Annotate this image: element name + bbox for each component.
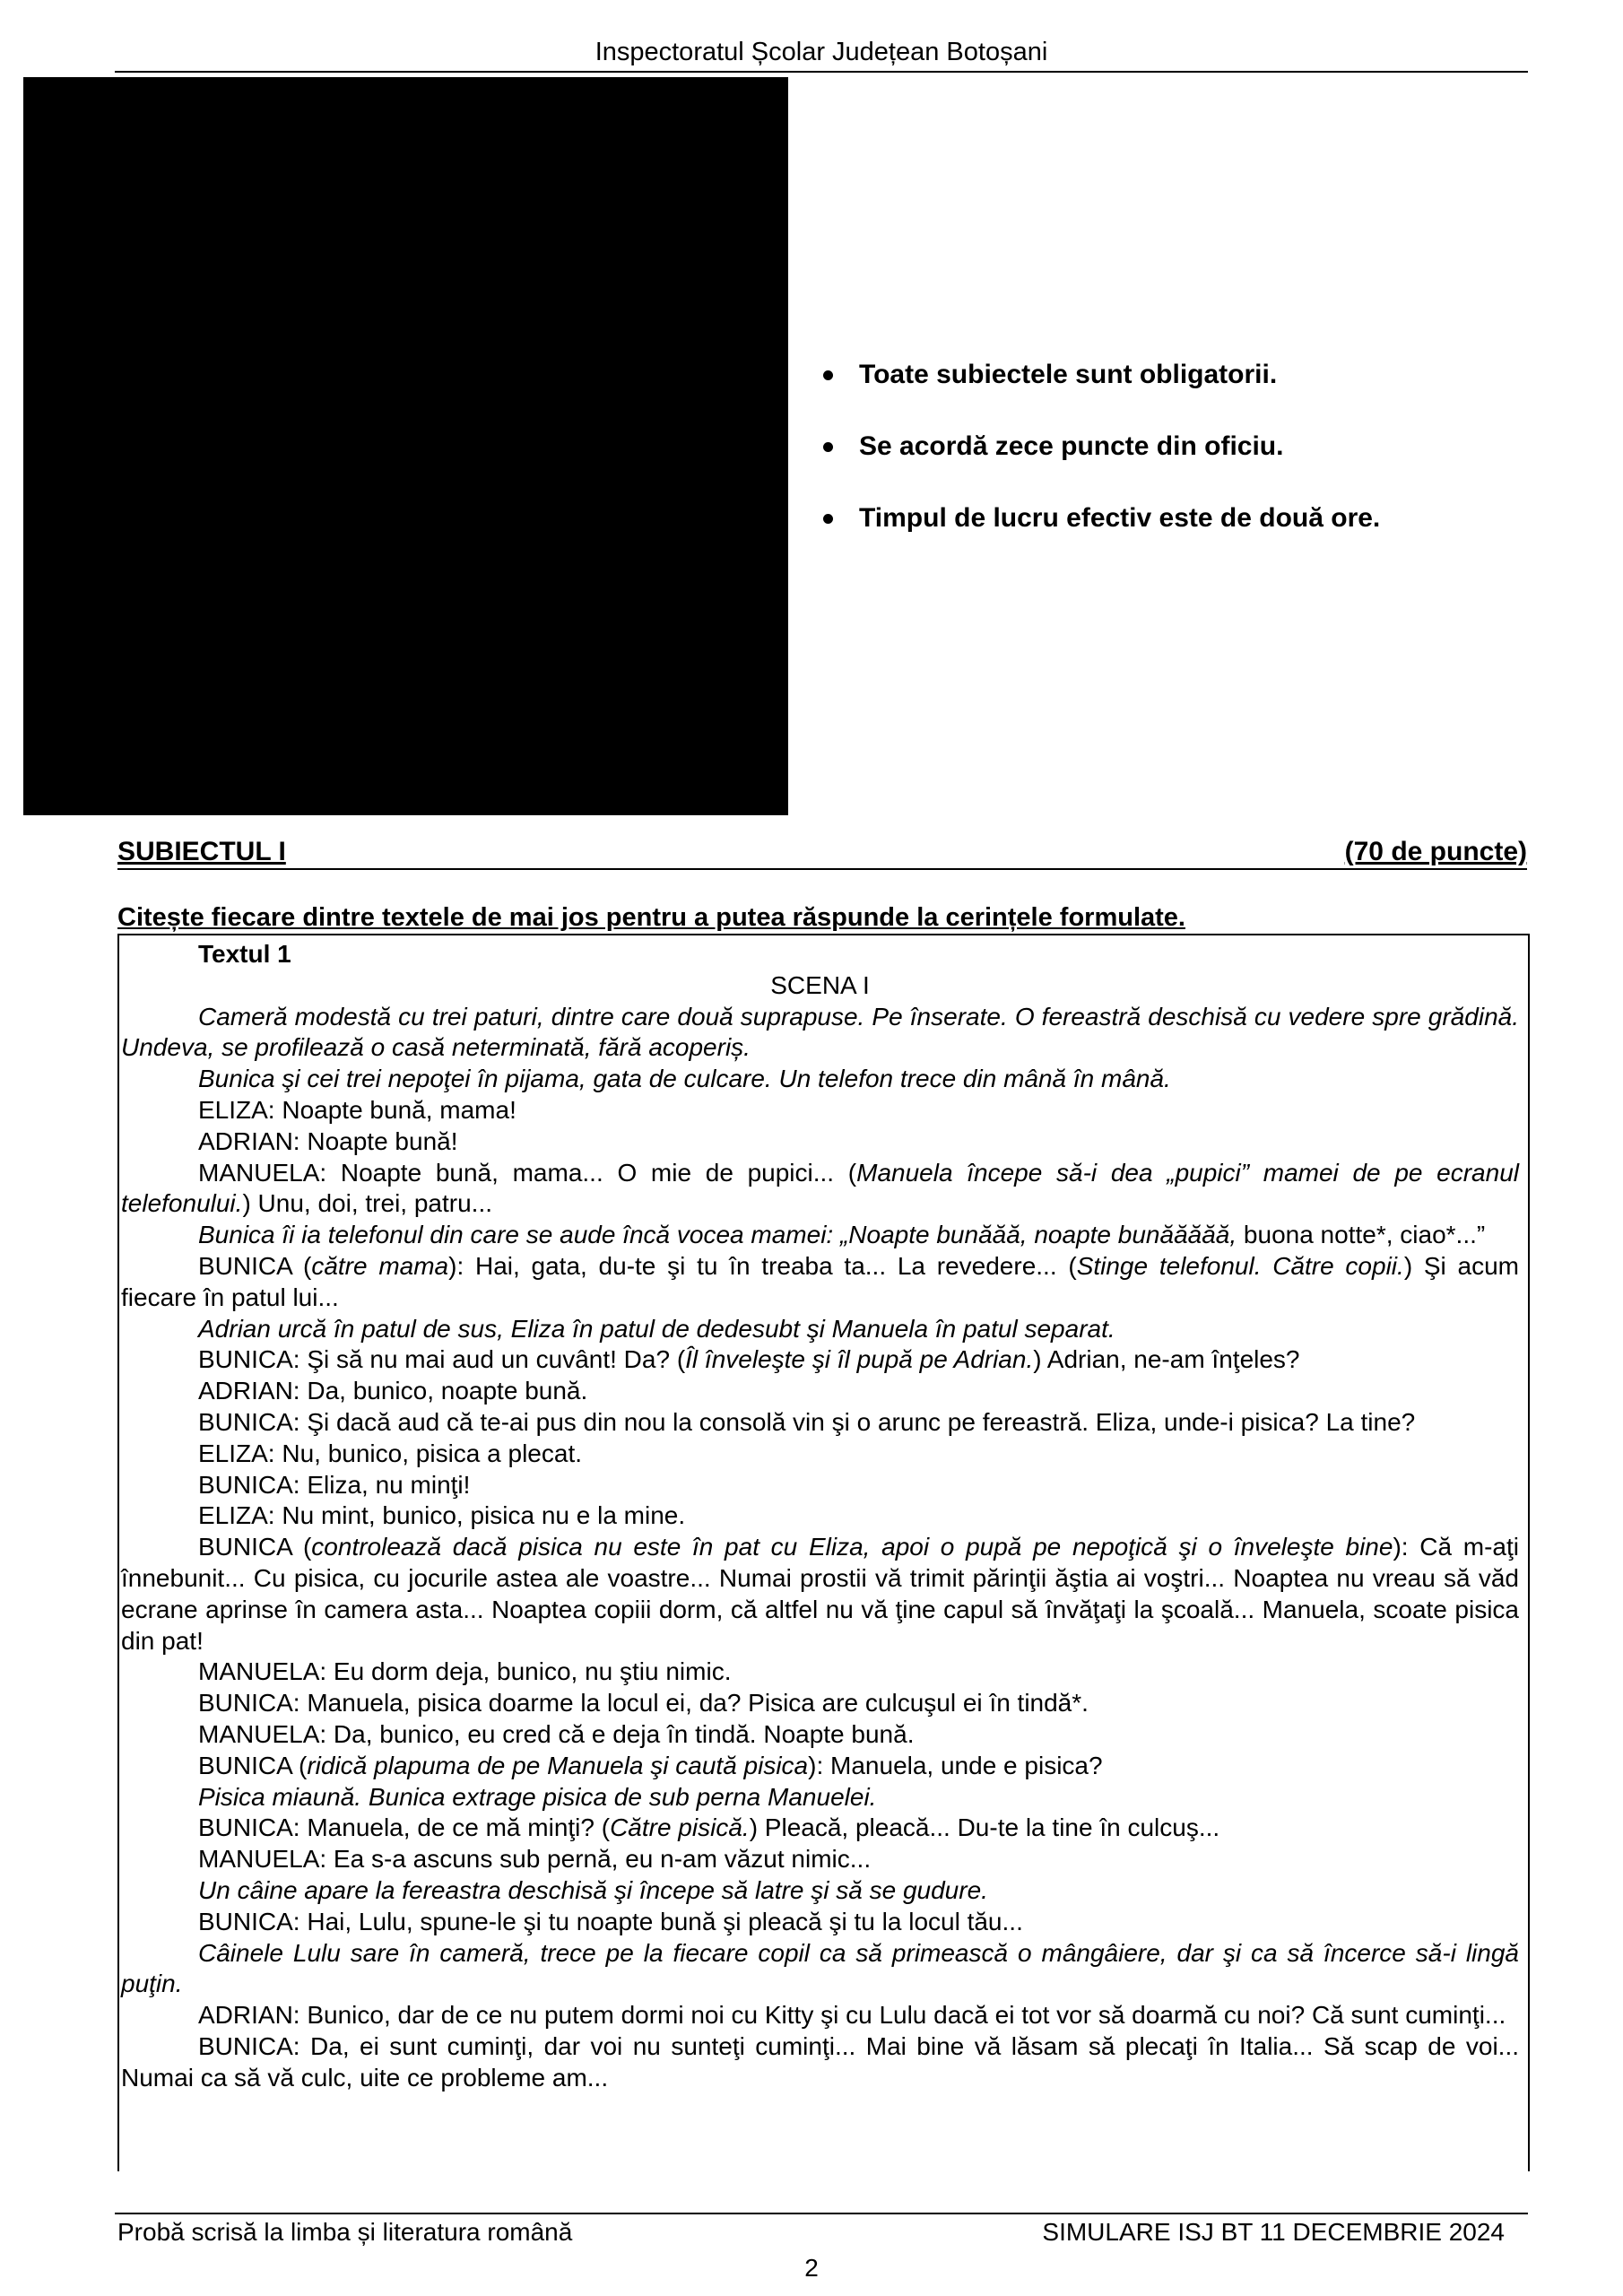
dialogue-line: BUNICA: Da, ei sunt cuminţi, dar voi nu sunteţi cuminţi... Mai bine vă lăsam să plecaţi în Italia... Să scap de voi... Numai ca să vă culc, uite ce probleme am... [121, 2031, 1519, 2092]
dialogue-line: ELIZA: Nu, bunico, pisica a plecat. [198, 1439, 582, 1467]
footer-rule [115, 2213, 1528, 2214]
inline-stage-direction: către mama [311, 1251, 449, 1280]
inline-stage-direction: ridică plapuma de pe Manuela şi caută pisica [307, 1751, 809, 1779]
stage-direction: Un câine apare la fereastra deschisă şi începe să latre şi să se gudure. [198, 1875, 988, 1904]
subject-label: SUBIECTUL I [117, 837, 286, 866]
dialogue-text: BUNICA: Şi să nu mai aud un cuvânt! Da? ( [198, 1345, 686, 1374]
stage-direction: Pisica miaună. Bunica extrage pisica de sub perna Manuelei. [198, 1782, 877, 1811]
dialogue-line [121, 1813, 1519, 1844]
dialogue-line: BUNICA: Hai, Lulu, spune-le şi tu noapte bună şi pleacă şi tu la locul tău... [198, 1907, 1023, 1935]
inline-stage-direction: Stinge telefonul. Către copii. [1076, 1251, 1404, 1280]
stage-direction [121, 1220, 1519, 1251]
dialogue-line: ELIZA: Noapte bună, mama! [198, 1095, 516, 1124]
dialogue-text: BUNICA: Manuela, de ce mă minţi? ( [198, 1813, 611, 1842]
stage-direction: Cameră modestă cu trei paturi, dintre care două suprapuse. Pe înserate. O fereastră deschisă cu vedere spre grădină. Undeva, se profilează o casă neterminată, fără acoperiș. [121, 1002, 1519, 1062]
header-rule [115, 71, 1528, 73]
dialogue-text: MANUELA: Noapte bună, mama... O mie de pupici... ( [198, 1158, 857, 1187]
dialogue-text: ) Pleacă, pleacă... Du-te la tine în culcuş... [749, 1813, 1220, 1842]
page-header: Inspectoratul Școlar Județean Botoșani [595, 38, 1048, 66]
dialogue-line: ADRIAN: Bunico, dar de ce nu putem dormi noi cu Kitty şi cu Lulu dacă ei tot vor să doarmă cu noi? Că sunt cuminţi... [198, 2001, 1506, 2030]
instruction-item: Timpul de lucru efectiv este de două ore. [823, 502, 1380, 535]
inline-stage-direction: Bunica îi ia telefonul din care se aude încă vocea mamei: „Noapte bunăăă, noapte bunăăăăă, [198, 1221, 1237, 1249]
dialogue-line: ADRIAN: Da, bunico, noapte bună. [198, 1377, 588, 1405]
dialogue-line: BUNICA: Şi dacă aud că te-ai pus din nou la consolă vin şi o arunc pe fereastră. Eliza, unde-i pisica? La tine? [198, 1407, 1416, 1436]
stage-direction: Bunica şi cei trei nepoţei în pijama, gata de culcare. Un telefon trece din mână în mână. [198, 1065, 1171, 1093]
dialogue-line [121, 1344, 1519, 1376]
dialogue-line: MANUELA: Ea s-a ascuns sub pernă, eu n-am văzut nimic... [198, 1845, 872, 1874]
footer-exam-name: Probă scrisă la limba și literatura română [117, 2218, 573, 2246]
dialogue-line: BUNICA: Manuela, pisica doarme la locul ei, da? Pisica are culcuşul ei în tindă*. [198, 1689, 1089, 1718]
page-number: 2 [804, 2254, 819, 2282]
inline-stage-direction: Către pisică. [610, 1813, 750, 1842]
dialogue-text: ): Manuela, unde e pisica? [808, 1751, 1103, 1779]
redacted-block [23, 77, 788, 815]
stage-direction: Câinele Lulu sare în cameră, trece pe la fiecare copil ca să primească o mângâiere, dar şi ca să încerce să-i lingă puţin. [121, 1938, 1519, 1998]
dialogue-text: ): Hai, gata, du-te şi tu în treaba ta... La revedere... ( [448, 1251, 1077, 1280]
instruction-item: Se acordă zece puncte din oficiu. [823, 430, 1380, 463]
text1-title: Textul 1 [198, 940, 291, 968]
dialogue-text: ) Adrian, ne-am înţeles? [1033, 1345, 1300, 1374]
instruction-item: Toate subiectele sunt obligatorii. [823, 359, 1380, 391]
subject-points: (70 de puncte) [1344, 837, 1527, 866]
text1-box [117, 934, 1530, 2171]
dialogue-line: ADRIAN: Noapte bună! [198, 1126, 458, 1155]
dialogue-line: MANUELA: Da, bunico, eu cred că e deja în tindă. Noapte bună. [198, 1719, 915, 1748]
dialogue-line: BUNICA: Eliza, nu minţi! [198, 1470, 471, 1499]
footer-exam-date: SIMULARE ISJ BT 11 DECEMBRIE 2024 [1042, 2218, 1505, 2246]
stage-direction: Adrian urcă în patul de sus, Eliza în patul de dedesubt şi Manuela în patul separat. [198, 1314, 1115, 1343]
subject-heading [117, 836, 1527, 870]
dialogue-text: BUNICA ( [198, 1533, 312, 1561]
inline-stage-direction: Manuela începe să-i dea „pupici” mamei de pe ecranul telefonului. [121, 1158, 1519, 1218]
scene-title: SCENA I [770, 970, 870, 999]
reading-instruction: Citește fiecare dintre textele de mai jos pentru a putea răspunde la cerințele formulate. [117, 903, 1185, 932]
general-instructions-list [823, 359, 1380, 574]
inline-stage-direction: controlează dacă pisica nu este în pat cu Eliza, apoi o pupă pe nepoţică şi o înveleşte bine [311, 1533, 1393, 1561]
dialogue-line: MANUELA: Eu dorm deja, bunico, nu ştiu nimic. [198, 1657, 732, 1686]
dialogue-text: buona notte*, ciao*...” [1237, 1221, 1486, 1249]
inline-stage-direction: Îl înveleşte şi îl pupă pe Adrian. [685, 1345, 1034, 1374]
dialogue-text: BUNICA ( [198, 1751, 308, 1779]
dialogue-line [121, 1158, 1519, 1221]
dialogue-text: ): Că m-aţi înnebunit... Cu pisica, cu jocurile astea ale voastre... Numai prostii vă trimit părinţii ăştia ai voştri... Noaptea nu vreau să văd ecrane aprinse în camera asta... Noaptea copiii dorm, că altfel nu vă ţine capul să învăţaţi la şcoală... Manuela, scoate pisica din pat! [121, 1533, 1519, 1655]
dialogue-text: ) Unu, doi, trei, patru... [242, 1189, 493, 1218]
dialogue-line [121, 1251, 1519, 1314]
dialogue-text: ) Şi acum fiecare în patul lui... [121, 1251, 1519, 1311]
dialogue-text: BUNICA ( [198, 1251, 312, 1280]
dialogue-line [121, 1532, 1519, 1657]
dialogue-line [121, 1751, 1519, 1782]
dialogue-line: ELIZA: Nu mint, bunico, pisica nu e la mine. [198, 1501, 686, 1530]
